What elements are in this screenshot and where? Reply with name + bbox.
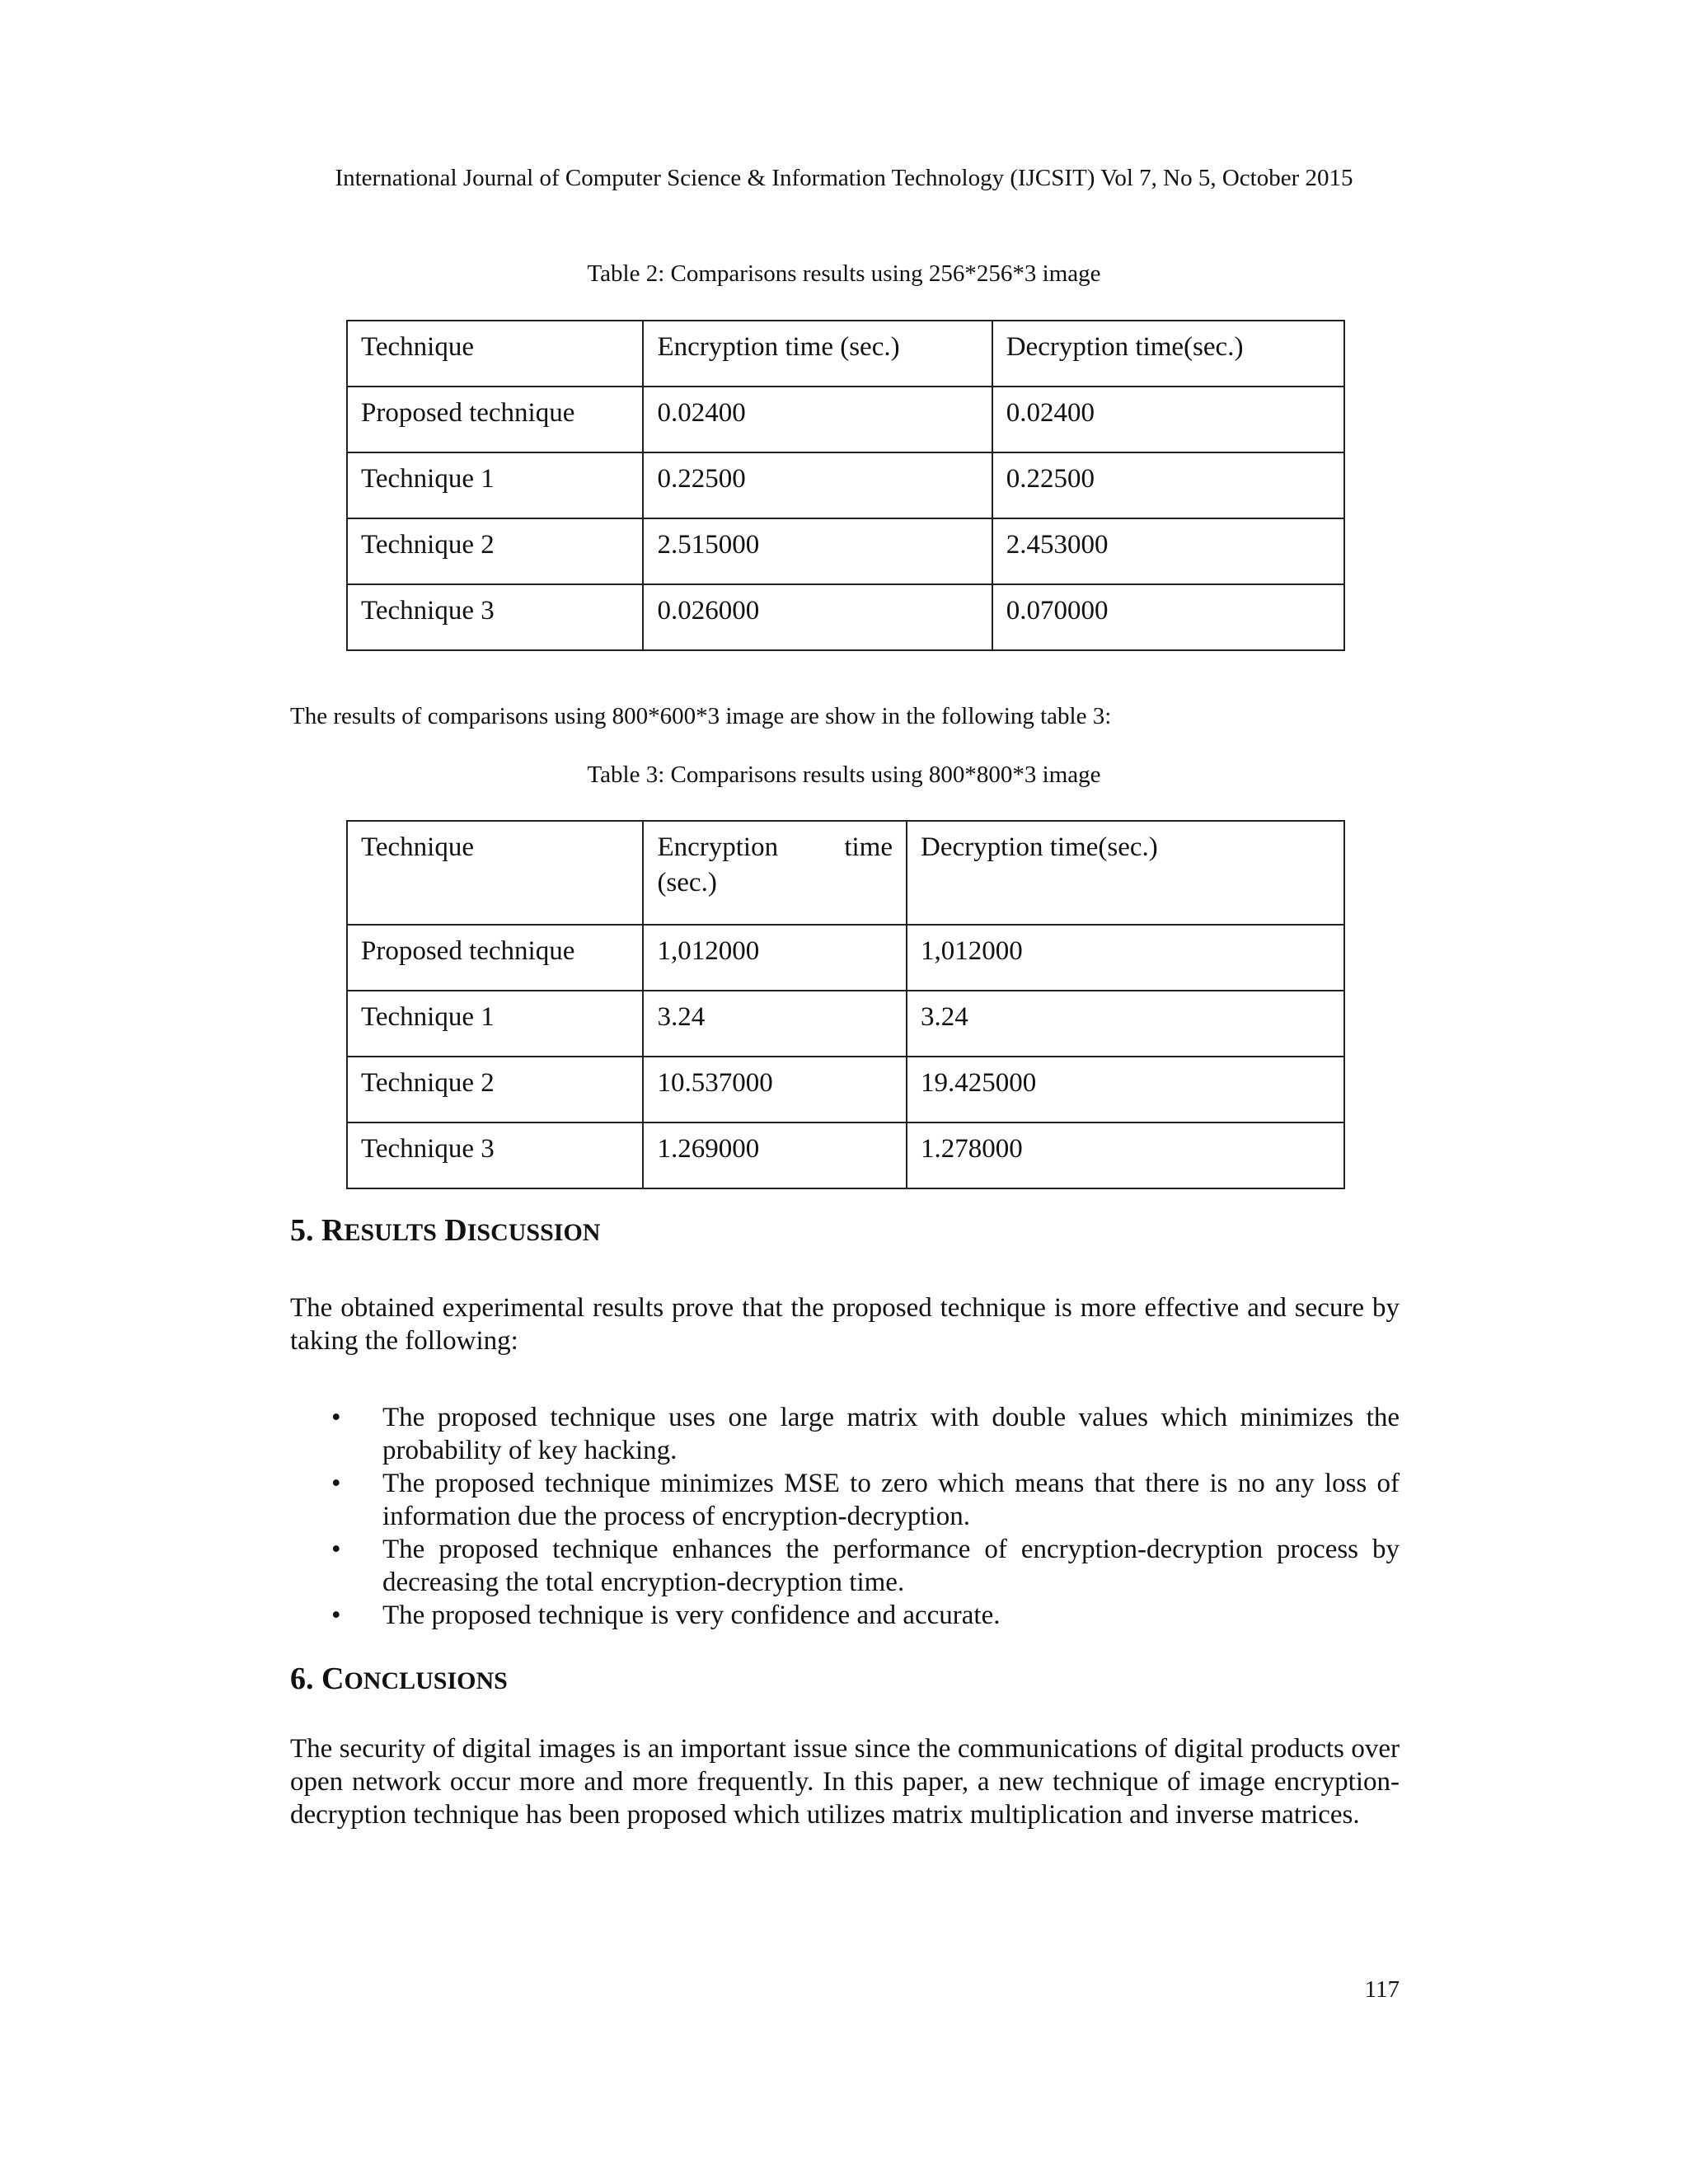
list-item-text: The proposed technique uses one large matrix with double values which minimizes the probability of key hacking. [382,1403,1400,1465]
table2 [346,320,1345,651]
list-item [290,1467,1400,1533]
section6-number: 6. [290,1661,314,1696]
table-cell: 2.515000 [643,518,992,584]
table-cell: 0.22500 [992,452,1344,518]
table3 [346,820,1345,1189]
table-header-row [347,321,1344,387]
page-number: 117 [1364,1976,1400,2003]
section5-initial-d: D [444,1213,467,1248]
section5-bullet-list [290,1401,1400,1632]
table-cell: Technique 2 [347,1057,643,1122]
running-header: International Journal of Computer Science & Information Technology (IJCSIT) Vol 7, No 5, October 2015 [335,165,1353,191]
section5-title-part1: ESULTS [344,1219,437,1246]
table-cell: 1,012000 [907,925,1344,991]
column-header: Technique [347,821,643,925]
section6-heading [290,1660,508,1700]
bullet-icon: • [331,1469,341,1498]
table-cell: 10.537000 [643,1057,907,1122]
enc-header-line2: (sec.) [657,868,717,898]
table-row [347,452,1344,518]
bullet-icon: • [331,1403,341,1432]
table-cell: 1.278000 [907,1122,1344,1188]
table-cell: 19.425000 [907,1057,1344,1122]
list-item-text: The proposed technique enhances the performance of encryption-decryption process by decreasing the total encryption-decryption time. [382,1535,1400,1597]
table-cell: 3.24 [907,991,1344,1057]
table-cell: Technique 3 [347,584,643,650]
column-header [643,821,907,925]
section6-title-rest: ONCLUSIONS [344,1667,508,1694]
table-cell: Proposed technique [347,387,643,452]
section6-initial-c: C [321,1661,345,1696]
table3-intro: The results of comparisons using 800*600*3 image are show in the following table 3: [290,703,1112,729]
list-item [290,1599,1400,1632]
table-cell: 1,012000 [643,925,907,991]
section5-paragraph: The obtained experimental results prove that the proposed technique is more effective and secure by taking the following: [290,1293,1400,1356]
table-cell: 0.070000 [992,584,1344,650]
enc-header-line1: Encryption time [657,832,893,862]
table-cell: 2.453000 [992,518,1344,584]
list-item-text: The proposed technique minimizes MSE to zero which means that there is no any loss of information due the process of encryption-decryption. [382,1469,1400,1531]
column-header: Decryption time(sec.) [907,821,1344,925]
table-cell: Technique 3 [347,1122,643,1188]
table-row [347,1122,1344,1188]
table-cell: Proposed technique [347,925,643,991]
table-cell: Technique 1 [347,991,643,1057]
section5-number: 5. [290,1213,314,1248]
table-row [347,387,1344,452]
table-row [347,1057,1344,1122]
table-cell: Technique 1 [347,452,643,518]
table-header-row [347,821,1344,925]
list-item [290,1401,1400,1467]
table-cell: 0.22500 [643,452,992,518]
table-cell: 0.02400 [643,387,992,452]
bullet-icon: • [331,1535,341,1564]
list-item-text: The proposed technique is very confidence and accurate. [382,1601,1001,1630]
column-header: Encryption time (sec.) [643,321,992,387]
table-cell: Technique 2 [347,518,643,584]
column-header: Decryption time(sec.) [992,321,1344,387]
table3-caption: Table 3: Comparisons results using 800*800*3 image [587,762,1101,788]
table2-caption: Table 2: Comparisons results using 256*256*3 image [587,260,1101,287]
section5-heading [290,1212,600,1252]
bullet-icon: • [331,1601,341,1630]
section5-initial-r: R [321,1213,345,1248]
section5-title-part2: ISCUSSION [467,1219,601,1246]
table-cell: 0.02400 [992,387,1344,452]
table-row [347,584,1344,650]
section6-paragraph: The security of digital images is an important issue since the communications of digital products over open network occur more and more frequently. In this paper, a new technique of image encryption-decryption technique has been proposed which utilizes matrix multiplication and inverse matrices. [290,1734,1400,1830]
table-cell: 0.026000 [643,584,992,650]
table-row [347,925,1344,991]
list-item [290,1533,1400,1599]
table-row [347,518,1344,584]
table-row [347,991,1344,1057]
column-header: Technique [347,321,643,387]
table-cell: 3.24 [643,991,907,1057]
table-cell: 1.269000 [643,1122,907,1188]
